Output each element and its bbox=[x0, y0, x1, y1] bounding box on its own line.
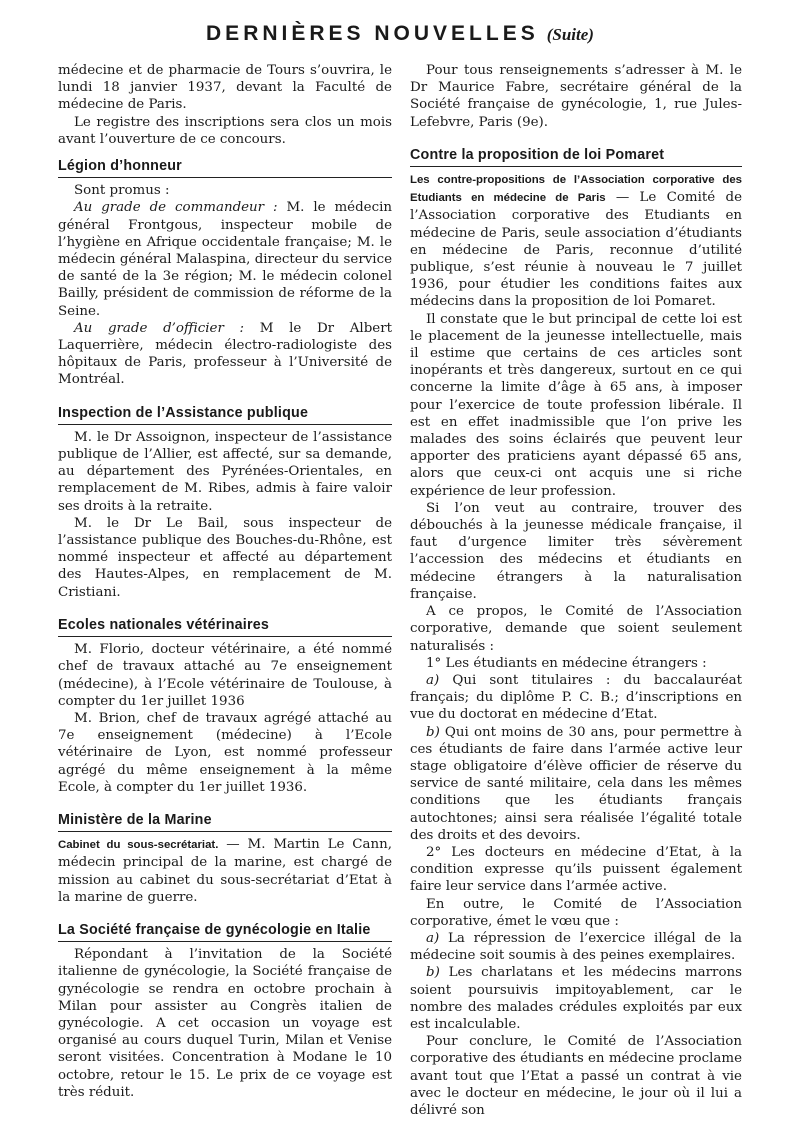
paragraph bbox=[410, 672, 742, 724]
paragraph: 2° Les docteurs en médecine d’Etat, à la condition expresse qu’ils puissent également faire leur service dans l’armée active. bbox=[410, 844, 742, 895]
right-column bbox=[410, 62, 742, 1119]
paragraph bbox=[410, 964, 742, 1033]
text: Les charlatans et les médecins marrons soient poursuivis impitoyablement, car le nombre des malades crédules exploités par eux est incalculable. bbox=[410, 965, 742, 1032]
paragraph: En outre, le Comité de l’Association corporative, émet le vœu que : bbox=[410, 896, 742, 929]
label: Au grade de commandeur : bbox=[74, 200, 278, 216]
paragraph: Si l’on veut au contraire, trouver des débouchés à la jeunesse médicale française, il faut d’urgence limiter très sévèrement l’accession des médecins et étudiants en médecine étrangers à la naturalisation française. bbox=[410, 500, 742, 602]
label: b) bbox=[426, 965, 440, 981]
text: — M. Martin Le Cann, médecin principal de la marine, est chargé de mission au cabinet du sous-secrétariat d’Etat à la marine de guerre. bbox=[58, 837, 393, 905]
page-header bbox=[0, 22, 800, 46]
text: Qui sont titulaires : du baccalauréat français; du diplôme P. C. B.; d’inscriptions en vue du doctorat en médecine d’Etat. bbox=[410, 672, 742, 723]
section-title: DERNIÈRES NOUVELLES bbox=[206, 22, 539, 45]
paragraph: médecine et de pharmacie de Tours s’ouvrira, le lundi 18 janvier 1937, devant la Faculté de médecine de Paris. bbox=[58, 63, 392, 113]
paragraph bbox=[410, 930, 742, 964]
paragraph: Il constate que le but principal de cette loi est le placement de la jeunesse intellectuelle, mais il estime que certains de ces articles sont inopérants et très dangereux, surtout en ce qui concerne la limite d’âge à 65 ans, à imposer pour l’exercice de toute profession libérale. Il est en effet inadmissible que l’on prive les malades des soins éclairés que peuvent leur apporter des praticiens ayant dépassé 65 ans, alors que ceux-ci ont acquis une si riche expérience de leur profession. bbox=[410, 311, 742, 499]
paragraph: M. le Dr Assoignon, inspecteur de l’assistance publique de l’Allier, est affecté, sur sa demande, au département des Pyrénées-Orientales, en remplacement de M. Ribes, admis à faire valoir ses droits à la retraite. bbox=[58, 429, 392, 514]
heading-inspection: Inspection de l’Assistance publique bbox=[58, 405, 392, 425]
paragraph: Le registre des inscriptions sera clos un mois avant l’ouverture de ce concours. bbox=[58, 114, 392, 147]
paragraph: M. Brion, chef de travaux agrégé attaché au 7e enseignement (médecine) à l’Ecole vétérinaire de Lyon, est nommé professeur agrégé du même enseignement à la même Ecole, à compter du 1er juillet 1936. bbox=[58, 710, 392, 795]
section-suite: (Suite) bbox=[546, 25, 594, 44]
paragraph: M. Florio, docteur vétérinaire, a été nommé chef de travaux attaché au 7e enseignement (médecine), à l’Ecole vétérinaire de Toulouse, à compter du 1er juillet 1936 bbox=[58, 642, 392, 709]
heading-ecoles: Ecoles nationales vétérinaires bbox=[58, 617, 392, 637]
left-column bbox=[58, 62, 392, 1101]
paragraph: Pour conclure, le Comité de l’Association corporative des étudiants en médecine proclame avant tout que l’Etat a passé un contrat à vie avec le docteur en médecine, le jour où il lui a délivré son bbox=[410, 1034, 742, 1118]
text: M le Dr Albert Laquerrière, médecin électro-radiologiste des hôpitaux de Paris, professeur à l’Université de Montréal. bbox=[58, 320, 392, 388]
text: M. le médecin général Frontgous, inspecteur mobile de l’hygiène en Afrique occidentale française; M. le médecin général Malaspina, directeur du service de santé de la 3e région; M. le médecin colonel Bailly, président de commission de réforme de la Seine. bbox=[58, 200, 392, 319]
paragraph: M. le Dr Le Bail, sous inspecteur de l’assistance publique des Bouches-du-Rhône, est nommé inspecteur et affecté au département des Hautes-Alpes, en remplacement de M. Cristiani. bbox=[58, 515, 392, 600]
paragraph: A ce propos, le Comité de l’Association corporative, demande que soient seulement naturalisés : bbox=[410, 604, 742, 654]
label: Au grade d’officier : bbox=[74, 320, 245, 336]
subheading: Les contre-propositions de l’Association corporative des Etudiants en médecine de Paris bbox=[410, 174, 742, 205]
label: a) bbox=[426, 672, 440, 688]
text: Qui ont moins de 30 ans, pour permettre à ces étudiants de faire dans l’armée active leur stage obligatoire d’élève officier de réserve du service de santé militaire, cela dans les mêmes conditions que les étudiants français autochtones; ainsi sera réalisée l’égalité totale des droits et des devoirs. bbox=[410, 724, 742, 843]
heading-marine: Ministère de la Marine bbox=[58, 812, 392, 832]
subheading: Cabinet du sous-secrétariat. bbox=[58, 839, 219, 852]
paragraph bbox=[410, 724, 742, 844]
paragraph bbox=[58, 320, 392, 389]
heading-legion: Légion d’honneur bbox=[58, 158, 392, 178]
paragraph bbox=[58, 836, 392, 906]
text: — Le Comité de l’Association corporative des Etudiants en médecine de Paris, seule association d’étudiants en médecine de Paris, reconnue d’utilité publique, s’est réunie à nouveau le 7 juillet 1936, pour étudier les conditions faites aux médecins dans la proposition de loi Pomaret. bbox=[410, 190, 742, 310]
paragraph: Sont promus : bbox=[74, 183, 170, 199]
text: La répression de l’exercice illégal de la médecine soit soumis à des peines exemplaires. bbox=[410, 930, 742, 964]
paragraph bbox=[410, 171, 742, 311]
paragraph: 1° Les étudiants en médecine étrangers : bbox=[426, 655, 707, 671]
paragraph: Répondant à l’invitation de la Société italienne de gynécologie, la Société française de gynécologie se rendra en octobre prochain à Milan pour assister au Congrès italien de gynécologie. A cet occasion un voyage est organisé au cours duquel Turin, Milan et Venise seront visitées. Concentration à Modane le 10 octobre, retour le 15. Le prix de ce voyage est très réduit. bbox=[58, 947, 392, 1100]
heading-gyneco: La Société française de gynécologie en Italie bbox=[58, 922, 392, 942]
label: a) bbox=[426, 930, 440, 946]
paragraph bbox=[58, 199, 392, 319]
paragraph: Pour tous renseignements s’adresser à M. le Dr Maurice Fabre, secrétaire général de la Société française de gynécologie, 1, rue Jules-Lefebvre, Paris (9e). bbox=[410, 63, 742, 130]
label: b) bbox=[426, 724, 440, 740]
heading-pomaret: Contre la proposition de loi Pomaret bbox=[410, 147, 742, 167]
